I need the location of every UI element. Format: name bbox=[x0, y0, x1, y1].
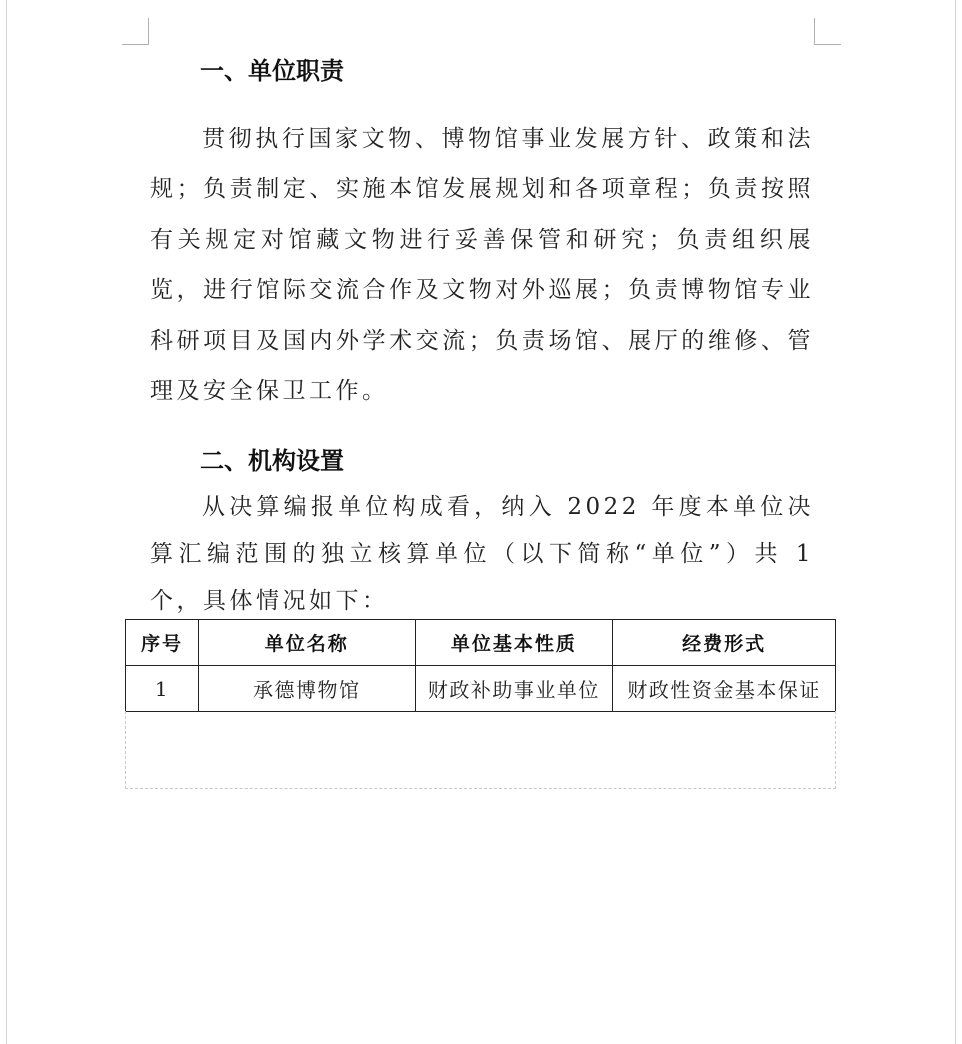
margin-corner-top-left bbox=[122, 18, 149, 45]
page-right-edge bbox=[955, 0, 956, 1044]
table-header-row bbox=[126, 620, 836, 666]
table-row bbox=[126, 666, 836, 712]
cell-unit-nature: 财政补助事业单位 bbox=[415, 666, 613, 712]
cell-no: 1 bbox=[126, 666, 199, 712]
header-cell-unit-nature: 单位基本性质 bbox=[415, 620, 613, 666]
header-cell-unit-name: 单位名称 bbox=[198, 620, 415, 666]
empty-table-area bbox=[125, 711, 836, 789]
responsibilities-paragraph: 贯彻执行国家文物、博物馆事业发展方针、政策和法规；负责制定、实施本馆发展规划和各项章程；负责按照有关规定对馆藏文物进行妥善保管和研究；负责组织展览，进行馆际交流合作及文物对外巡展；负责博物馆专业科研项目及国内外学术交流；负责场馆、展厅的维修、管理及安全保卫工作。 bbox=[150, 126, 814, 405]
header-cell-funding-form: 经费形式 bbox=[613, 620, 836, 666]
organization-paragraph: 从决算编报单位构成看，纳入 2022 年度本单位决算汇编范围的独立核算单位（以下简称“单位”）共 1 个，具体情况如下： bbox=[150, 494, 814, 614]
header-cell-no: 序号 bbox=[126, 620, 199, 666]
page-left-edge bbox=[6, 0, 7, 1044]
unit-table bbox=[125, 619, 836, 712]
cell-unit-name: 承德博物馆 bbox=[198, 666, 415, 712]
section-heading-organization: 二、机构设置 bbox=[200, 447, 344, 475]
margin-corner-top-right bbox=[814, 18, 841, 45]
cell-funding-form: 财政性资金基本保证 bbox=[613, 666, 836, 712]
section-heading-responsibilities: 一、单位职责 bbox=[200, 57, 344, 85]
